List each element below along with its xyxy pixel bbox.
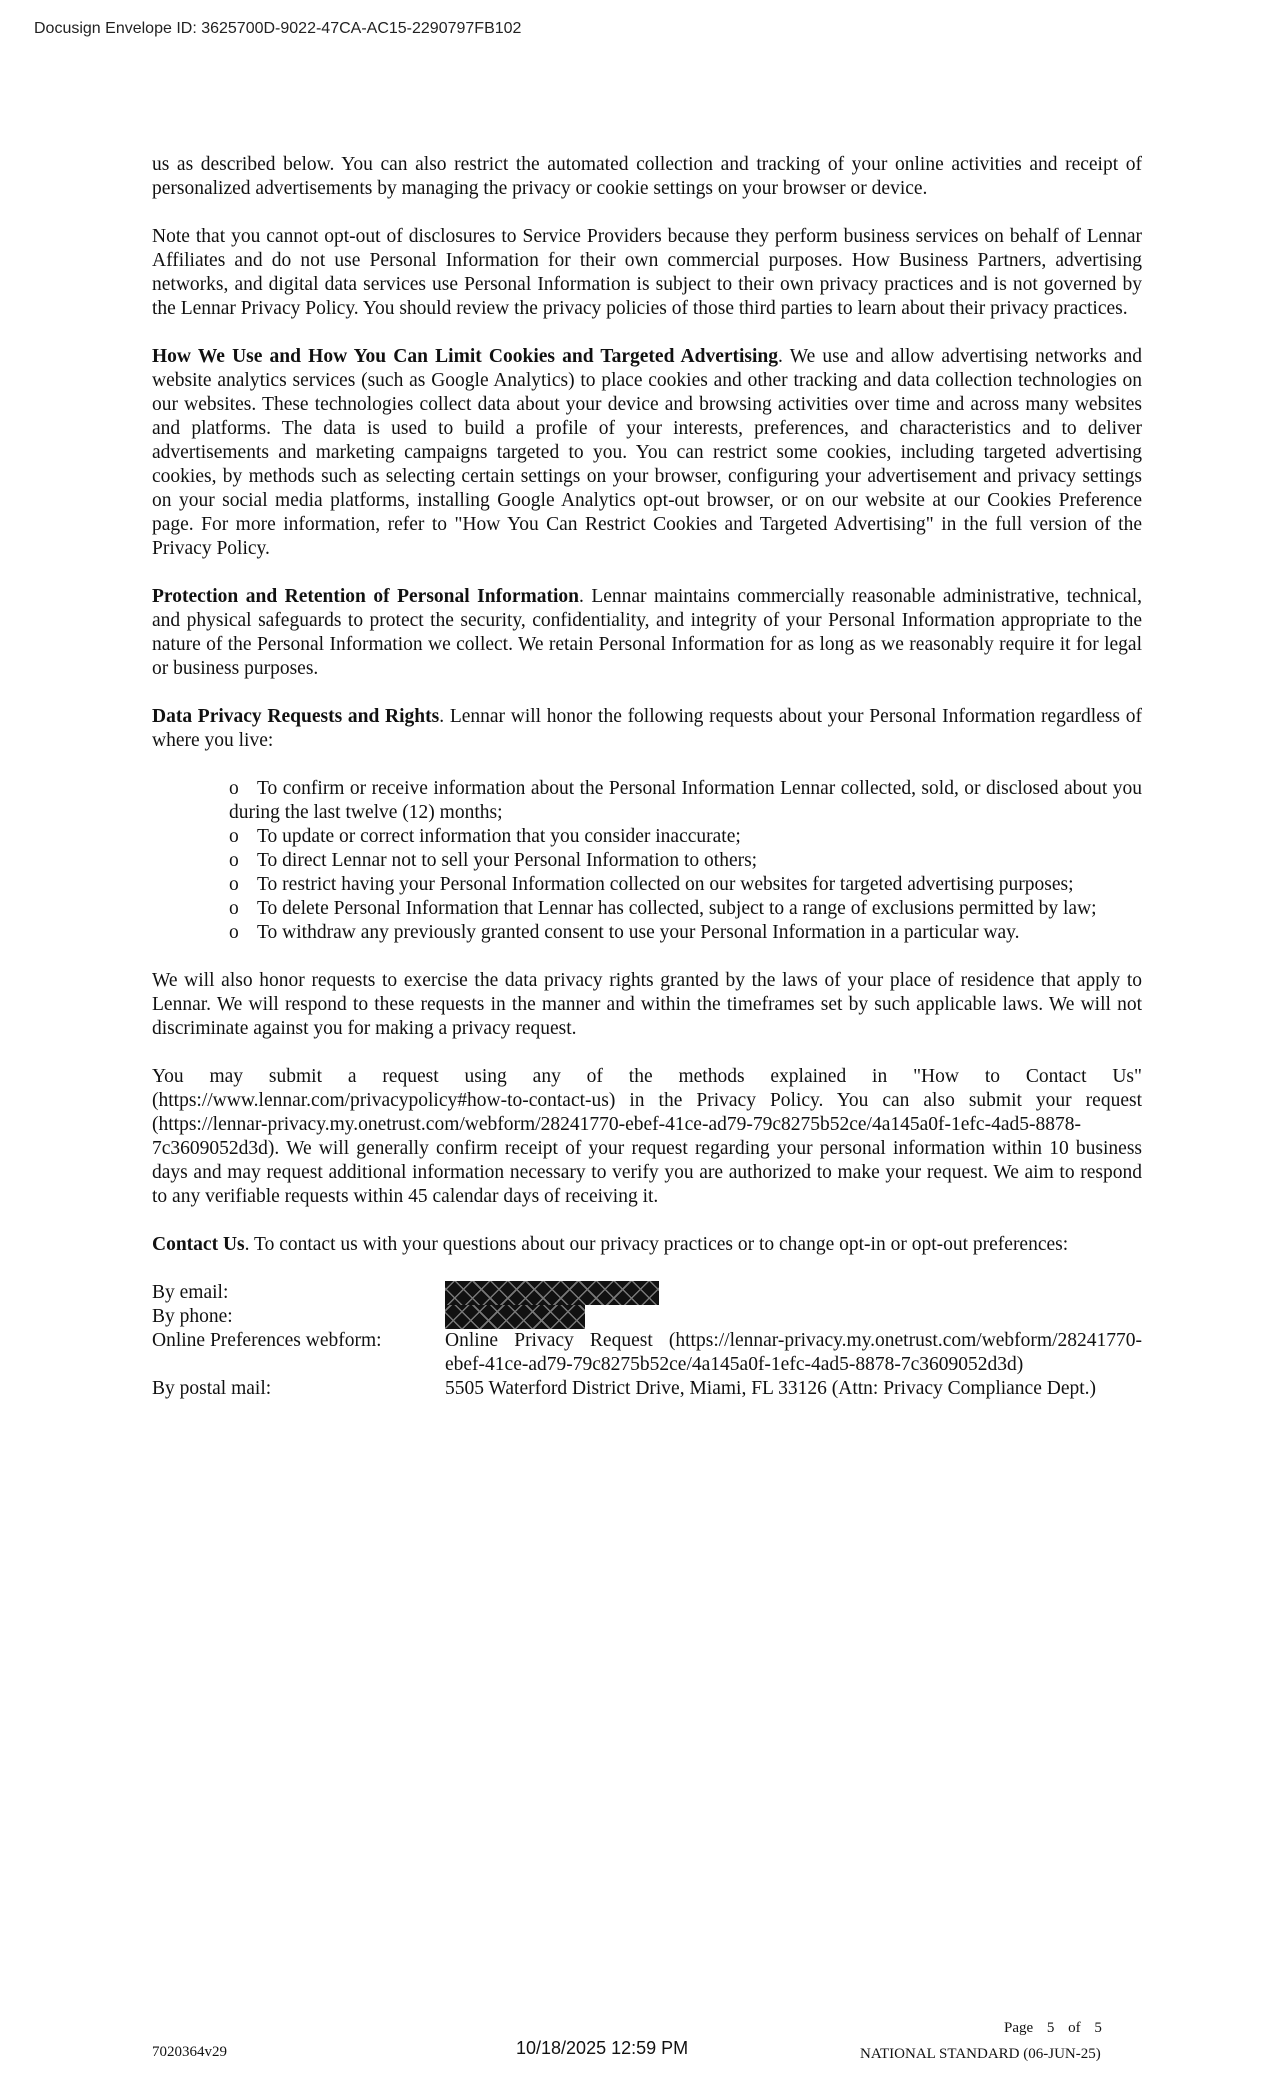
redacted-phone [445, 1305, 585, 1329]
phone-label: By phone: [152, 1306, 233, 1327]
phone-row [152, 1305, 1142, 1329]
rights-section [152, 705, 1142, 753]
rights-heading: Data Privacy Requests and Rights [152, 706, 440, 727]
docusign-envelope-id: Docusign Envelope ID: 3625700D-9022-47CA-AC15-2290797FB102 [34, 20, 522, 37]
postal-row [152, 1377, 1142, 1401]
webform-link[interactable]: Online Privacy Request (https://lennar-privacy.my.onetrust.com/webform/28241770-ebef-41ce-ad79-79c8275b52ce/4a145a0f-1efc-4ad5-8878-7c3609052d3d) [445, 1330, 1142, 1375]
intro-paragraph: us as described below. You can also restrict the automated collection and tracking of your online activities and receipt of personalized advertisements by managing the privacy or cookie settings on your browser or device. [152, 154, 1142, 199]
redacted-email [445, 1281, 659, 1305]
webform-label: Online Preferences webform: [152, 1330, 382, 1351]
bullet-marker: o [229, 778, 239, 799]
list-item: o To restrict having your Personal Information collected on our websites for targeted advertising purposes; [229, 874, 1074, 895]
rights-body: . Lennar will honor the following requests about your Personal Information regardless of where you live: [152, 706, 1142, 751]
bullet-marker: o [229, 826, 239, 847]
postal-address: 5505 Waterford District Drive, Miami, FL 33126 (Attn: Privacy Compliance Dept.) [445, 1378, 1097, 1399]
protection-section [152, 585, 1142, 681]
submit-request-paragraph: You may submit a request using any of the methods explained in "How to Contact Us" (https://www.lennar.com/privacypolicy#how-to-contact-us) in the Privacy Policy. You can also submit your request (https://lennar-privacy.my.onetrust.com/webform/28241770-ebef-41ce-ad79-79c8275b52ce/4a145a0f-1efc-4ad5-8878-7c3609052d3d). We will generally confirm receipt of your request regarding your personal information within 10 business days and may request additional information necessary to verify you are authorized to make your request. We aim to respond to any verifiable requests within 45 calendar days of receiving it. [152, 1066, 1142, 1207]
postal-label: By postal mail: [152, 1378, 272, 1399]
bullet-marker: o [229, 922, 239, 943]
cookies-body: . We use and allow advertising networks and website analytics services (such as Google Analytics) to place cookies and other tracking and data collection technologies on our websites. These technologies collect data about your device and browsing activities over time and across many websites and platforms. The data is used to build a profile of your interests, preferences, and characteristics and to deliver advertisements and marketing campaigns targeted to you. You can restrict some cookies, including targeted advertising cookies, by methods such as selecting certain settings on your browser, configuring your advertisement and privacy settings on your social media platforms, installing Google Analytics opt-out browser, or on our website at our Cookies Preference page. For more information, refer to "How You Can Restrict Cookies and Targeted Advertising" in the full version of the Privacy Policy. [152, 346, 1142, 559]
service-providers-paragraph: Note that you cannot opt-out of disclosures to Service Providers because they perform business services on behalf of Lennar Affiliates and do not use Personal Information for their own commercial purposes. How Business Partners, advertising networks, and digital data services use Personal Information is subject to their own privacy practices and is not governed by the Lennar Privacy Policy. You should review the privacy policies of those third parties to learn about their privacy practices. [152, 226, 1142, 319]
contact-body: . To contact us with your questions about our privacy practices or to change opt-in or opt-out preferences: [244, 1234, 1069, 1255]
contact-section [152, 1233, 1142, 1257]
list-item: o To withdraw any previously granted consent to use your Personal Information in a particular way. [229, 922, 1020, 943]
rights-list [152, 777, 1142, 945]
page-total: 5 [1094, 2020, 1102, 2036]
protection-body: . Lennar maintains commercially reasonable administrative, technical, and physical safeguards to protect the security, confidentiality, and integrity of your Personal Information appropriate to the nature of the Personal Information we collect. We retain Personal Information for as long as we reasonably require it for legal or business purposes. [152, 586, 1142, 679]
document-version-id: 7020364v29 [152, 2044, 227, 2060]
email-value [445, 1281, 1142, 1305]
signing-timestamp: 10/18/2025 12:59 PM [516, 2038, 689, 2058]
list-item: o To update or correct information that you consider inaccurate; [229, 826, 741, 847]
cookies-section [152, 345, 1142, 561]
protection-heading: Protection and Retention of Personal Information [152, 586, 579, 607]
contact-methods-table [152, 1281, 1142, 1401]
list-item: o To direct Lennar not to sell your Personal Information to others; [229, 850, 758, 871]
webform-row [152, 1329, 1142, 1377]
page-number: 5 [1046, 2020, 1055, 2036]
cookies-heading: How We Use and How You Can Limit Cookies and Targeted Advertising [152, 346, 779, 367]
bullet-marker: o [229, 898, 239, 919]
bullet-marker: o [229, 850, 239, 871]
bullet-marker: o [229, 874, 239, 895]
list-item: o To confirm or receive information about the Personal Information Lennar collected, sold, or disclosed about you during the last twelve (12) months; [229, 778, 1142, 823]
list-item: o To delete Personal Information that Lennar has collected, subject to a range of exclusions permitted by law; [229, 898, 1097, 919]
form-standard-label: NATIONAL STANDARD (06-JUN-25) [860, 2046, 1101, 2062]
contact-heading: Contact Us [152, 1234, 245, 1255]
page-indicator: Page 5 of 5 [1004, 2020, 1102, 2036]
email-label: By email: [152, 1282, 229, 1303]
phone-value [445, 1305, 1142, 1329]
document-body [152, 153, 1142, 1401]
honor-paragraph: We will also honor requests to exercise the data privacy rights granted by the laws of your place of residence that apply to Lennar. We will respond to these requests in the manner and within the timeframes set by such applicable laws. We will not discriminate against you for making a privacy request. [152, 970, 1142, 1039]
email-row [152, 1281, 1142, 1305]
